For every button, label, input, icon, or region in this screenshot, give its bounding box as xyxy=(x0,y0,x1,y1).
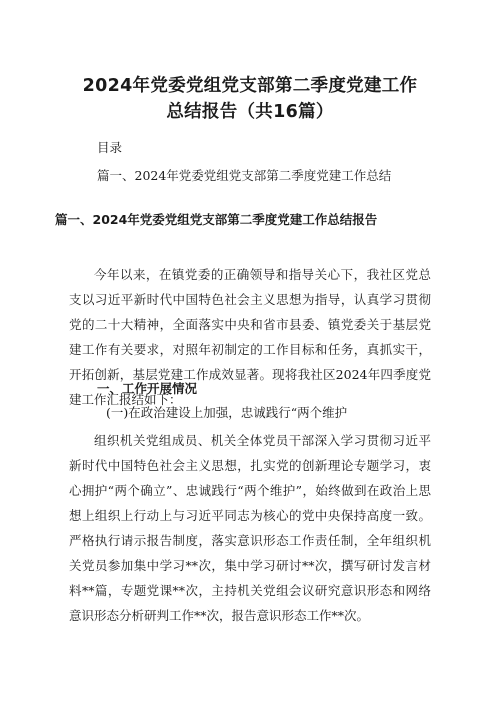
intro-paragraph: 今年以来，在镇党委的正确领导和指导关心下，我社区党总支以习近平新时代中国特色社会主义思想为指导，认真学习贯彻党的二十大精神，全面落实中央和省市县委、镇党委关于基层党建工作有关要求，对照年初制定的工作目标和任务，真抓实干，开拓创新，基层党建工作成效显著。现将我社区2024年四季度党建工作汇报结如下： xyxy=(69,267,431,407)
heading-work-status: 一、工作开展情况 xyxy=(97,381,198,396)
section-title: 篇一、2024年党委党组党支部第二季度党建工作总结报告 xyxy=(55,212,378,227)
toc-item: 篇一、2024年党委党组党支部第二季度党建工作总结 xyxy=(97,168,392,183)
subheading-political-building: (一)在政治建设上加强，忠诚践行“两个维护 xyxy=(106,405,348,420)
body-paragraph: 组织机关党组成员、机关全体党员干部深入学习贯彻习近平新时代中国特色社会主义思想，扎实党的创新理论专题学习，衷心拥护“两个确立”、忠诚践行“两个维护”，始终做到在政治上思想上组织上行动上与习近平同志为核心的党中央保持高度一致。严格执行请示报告制度，落实意识形态工作责任制，全年组织机关党员参加集中学习**次，集中学习研讨**次，撰写研讨发言材料**篇，专题党课**次，主持机关党组会议研究意识形态和网络意识形态分析研判工作**次，报告意识形态工作**次。 xyxy=(69,433,431,623)
document-title-line-1: 2024年党委党组党支部第二季度党建工作 xyxy=(82,76,418,96)
toc-heading: 目录 xyxy=(97,140,123,155)
document-title-line-2: 总结报告（共16篇） xyxy=(166,102,334,122)
